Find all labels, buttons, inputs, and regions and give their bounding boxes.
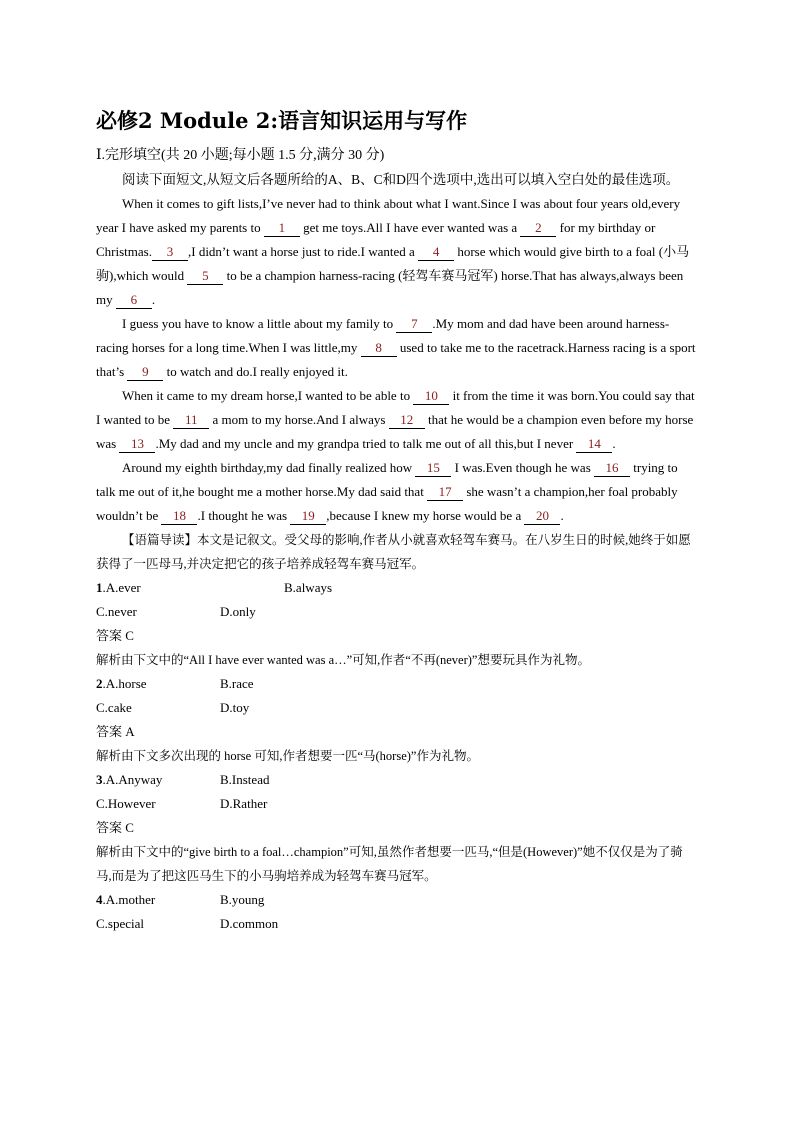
option-c: C.special: [96, 916, 145, 931]
question-options-row-1: [96, 672, 696, 696]
blank-2: 2: [520, 220, 556, 237]
passage-paragraph-4: Around my eighth birthday,my dad finally realized how 15 I was.Even though he was 16 trying to talk me out of it,he bought me a mother horse.My dad said that 17 she wasn’t a champion,her foal probably wouldn’t be 18 .I thought he was 19 ,because I knew my horse would be a 20 .: [96, 460, 678, 523]
option-d: D.common: [220, 916, 279, 931]
page-title: 必修2 Module 2:语言知识运用与写作: [96, 108, 468, 133]
answer: 答案 A: [96, 724, 135, 739]
passage-guide: 【语篇导读】本文是记叙文。受父母的影响,作者从小就喜欢轻驾车赛马。在八岁生日的时候,她终于如愿获得了一匹母马,并决定把它的孩子培养成轻驾车赛马冠军。: [96, 533, 691, 571]
blank-11: 11: [173, 412, 209, 429]
blank-14: 14: [576, 436, 612, 453]
passage-paragraph-3: When it came to my dream horse,I wanted to be able to 10 it from the time it was born.You could say that I wanted to be 11 a mom to my horse.And I always 12 that he would be a champion even before my horse was 13 .My dad and my uncle and my grandpa tried to talk me out of all this,but I never 14 .: [96, 388, 695, 451]
blank-15: 15: [415, 460, 451, 477]
blank-13: 13: [119, 436, 155, 453]
blank-10: 10: [413, 388, 449, 405]
question-3: [96, 768, 696, 888]
option-d: D.only: [220, 604, 256, 619]
question-options-row-1: [96, 888, 696, 912]
blank-9: 9: [127, 364, 163, 381]
question-options-row-2: [96, 696, 696, 720]
option-a: 4.A.mother: [96, 892, 156, 907]
blank-3: 3: [152, 244, 188, 261]
answer: 答案 C: [96, 820, 134, 835]
question-options-row-2: [96, 600, 696, 624]
blank-6: 6: [116, 292, 152, 309]
question-4: [96, 888, 696, 936]
passage-paragraph-1: When it comes to gift lists,I’ve never had to think about what I want.Since I was about four years old,every year I have asked my parents to 1 get me toys.All I have ever wanted was a 2 for my birthday or Christmas. 3 ,I didn’t want a horse just to ride.I wanted a 4 horse which would give birth to a foal (小马驹),which would 5 to be a champion harness-racing (轻驾车赛马冠军) horse.That has always,always been my 6 .: [96, 196, 690, 307]
option-a: 2.A.horse: [96, 676, 147, 691]
section-heading: Ⅰ.完形填空(共 20 小题;每小题 1.5 分,满分 30 分): [96, 148, 385, 163]
question-number: 1: [96, 580, 103, 595]
instruction-text: 阅读下面短文,从短文后各题所给的A、B、C和D四个选项中,选出可以填入空白处的最佳选项。: [122, 172, 680, 187]
option-c: C.However: [96, 796, 156, 811]
question-number: 2: [96, 676, 103, 691]
question-options-row-2: [96, 792, 696, 816]
blank-17: 17: [427, 484, 463, 501]
passage-paragraph-2: I guess you have to know a little about my family to 7 .My mom and dad have been around harness-racing horses for a long time.When I was little,my 8 used to take me to the racetrack.Harness racing is a sport that’s 9 to watch and do.I really enjoyed it.: [96, 316, 696, 379]
blank-20: 20: [524, 508, 560, 525]
analysis: 解析由下文多次出现的 horse 可知,作者想要一匹“马(horse)”作为礼物。: [96, 749, 479, 763]
option-b: B.always: [284, 580, 333, 595]
question-1: [96, 576, 696, 672]
blank-4: 4: [418, 244, 454, 261]
question-options-row-1: [96, 576, 696, 600]
blank-8: 8: [361, 340, 397, 357]
blank-1: 1: [264, 220, 300, 237]
answer: 答案 C: [96, 628, 134, 643]
option-b: B.race: [220, 676, 254, 691]
option-c: C.cake: [96, 700, 132, 715]
option-d: D.toy: [220, 700, 250, 715]
question-number: 4: [96, 892, 103, 907]
question-options-row-1: [96, 768, 696, 792]
document-page: [96, 106, 696, 936]
option-b: B.Instead: [220, 772, 270, 787]
blank-12: 12: [389, 412, 425, 429]
blank-16: 16: [594, 460, 630, 477]
blank-19: 19: [290, 508, 326, 525]
blank-7: 7: [396, 316, 432, 333]
analysis: 解析由下文中的“All I have ever wanted was a…”可知,作者“不再(never)”想要玩具作为礼物。: [96, 653, 590, 667]
question-2: [96, 672, 696, 768]
analysis: 解析由下文中的“give birth to a foal…champion”可知,虽然作者想要一匹马,“但是(However)”她不仅仅是为了骑马,而是为了把这匹马生下的小马驹培养成为轻驾车赛马冠军。: [96, 845, 683, 883]
option-a: 1.A.ever: [96, 580, 141, 595]
option-b: B.young: [220, 892, 265, 907]
question-number: 3: [96, 772, 103, 787]
option-d: D.Rather: [220, 796, 268, 811]
option-c: C.never: [96, 604, 137, 619]
blank-18: 18: [161, 508, 197, 525]
question-options-row-2: [96, 912, 696, 936]
blank-5: 5: [187, 268, 223, 285]
option-a: 3.A.Anyway: [96, 772, 163, 787]
